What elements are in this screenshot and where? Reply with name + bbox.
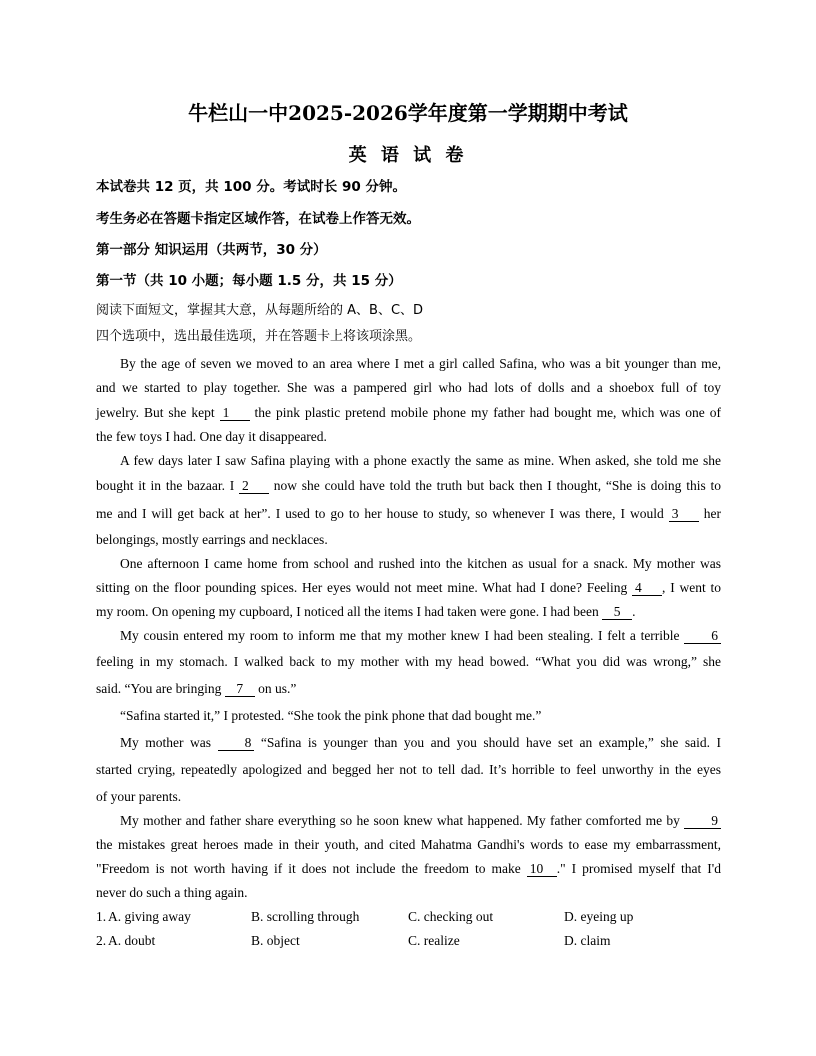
blank-10: 10	[527, 862, 557, 877]
question-number: 1.	[96, 909, 107, 924]
blank-6: 6	[684, 629, 721, 644]
question-number: 2.	[96, 933, 107, 948]
blank-9: 9	[684, 814, 721, 829]
option-d: D. claim	[564, 933, 611, 948]
note-pages: 本试卷共 12 页，共 100 分。考试时长 90 分钟。	[96, 179, 406, 195]
blank-4: 4	[632, 581, 662, 596]
passage-paragraph-5: “Safina started it,” I protested. “She took the pink phone that dad bought me.”	[120, 708, 542, 723]
passage-line: the few toys I had. One day it disappeared.	[96, 429, 327, 444]
option-c: C. checking out	[408, 909, 494, 924]
passage-line: My mother and father share everything so he soon knew what happened. My father comforted me by 9	[96, 812, 721, 830]
passage-line: By the age of seven we moved to an area where I met a girl called Safina, who was a bit younger than me,	[120, 356, 721, 371]
passage-line: me and I will get back at her”. I used to go to her house to study, so whenever I was there, I would 3 her	[96, 506, 721, 521]
passage-line: started crying, repeatedly apologized and begged her not to tell dad. It’s horrible to feel unworthy in the eyes	[96, 762, 721, 777]
passage-line: never do such a thing again.	[96, 885, 248, 900]
passage-line: "Freedom is not worth having if it does not include the freedom to make 10 ." I promised myself that I'd	[96, 861, 721, 876]
passage-line: feeling in my stomach. I walked back to my mother with my head bowed. “What you did was wrong,” she	[96, 654, 721, 669]
section-heading: 第一节（共 10 小题；每小题 1.5 分，共 15 分）	[96, 273, 402, 289]
instruction-line-1: 阅读下面短文，掌握其大意，从每题所给的 A、B、C、D	[96, 303, 424, 318]
passage-line: bought it in the bazaar. I 2 now she could have told the truth but back then I thought, “She is doing this to	[96, 478, 721, 493]
passage-line: One afternoon I came home from school and rushed into the kitchen as usual for a snack. My mother was	[120, 556, 721, 571]
blank-5: 5	[602, 605, 632, 620]
option-a: A. doubt	[108, 933, 156, 948]
option-d: D. eyeing up	[564, 909, 634, 924]
exam-subtitle: 英 语 试 卷	[348, 145, 468, 166]
passage-line: jewelry. But she kept 1 the pink plastic pretend mobile phone my father had bought me, which was one of	[96, 405, 721, 420]
blank-3: 3	[669, 507, 699, 522]
instruction-line-2: 四个选项中，选出最佳选项，并在答题卡上将该项涂黑。	[96, 329, 422, 344]
option-b: B. object	[251, 933, 300, 948]
part-heading: 第一部分 知识运用（共两节，30 分）	[96, 242, 327, 258]
passage-line: belongings, mostly earrings and necklaces.	[96, 532, 328, 547]
passage-line: of your parents.	[96, 789, 182, 804]
passage-line: My mother was 8 “Safina is younger than you and you should have set an example,” she said. I	[120, 735, 722, 750]
option-c: C. realize	[408, 933, 460, 948]
passage-line: and we started to play together. She was a pampered girl who had lots of dolls and a shoebox full of toy	[96, 380, 721, 395]
blank-2: 2	[239, 479, 269, 494]
option-b: B. scrolling through	[251, 909, 360, 924]
blank-7: 7	[225, 682, 255, 697]
passage-line: the mistakes great heroes made in their youth, and cited Mahatma Gandhi's words to ease my embarrassment,	[96, 837, 721, 852]
passage-line: A few days later I saw Safina playing with a phone exactly the same as mine. When asked, she told me she	[120, 453, 721, 468]
passage-line: said. “You are bringing 7 on us.”	[96, 681, 297, 696]
option-a: A. giving away	[108, 909, 191, 924]
blank-8: 8	[218, 736, 255, 751]
passage-line: my room. On opening my cupboard, I noticed all the items I had taken were gone. I had been 5 .	[96, 604, 636, 619]
blank-1: 1	[220, 406, 250, 421]
exam-title: 牛栏山一中2025-2026学年度第一学期期中考试	[188, 101, 628, 125]
note-answer-sheet: 考生务必在答题卡指定区域作答，在试卷上作答无效。	[96, 211, 420, 227]
passage-line: My cousin entered my room to inform me that my mother knew I had been stealing. I felt a terrible 6	[96, 627, 721, 645]
passage-line: sitting on the floor pounding spices. Her eyes would not meet mine. What had I done? Feeling 4 , I went to	[96, 580, 721, 595]
